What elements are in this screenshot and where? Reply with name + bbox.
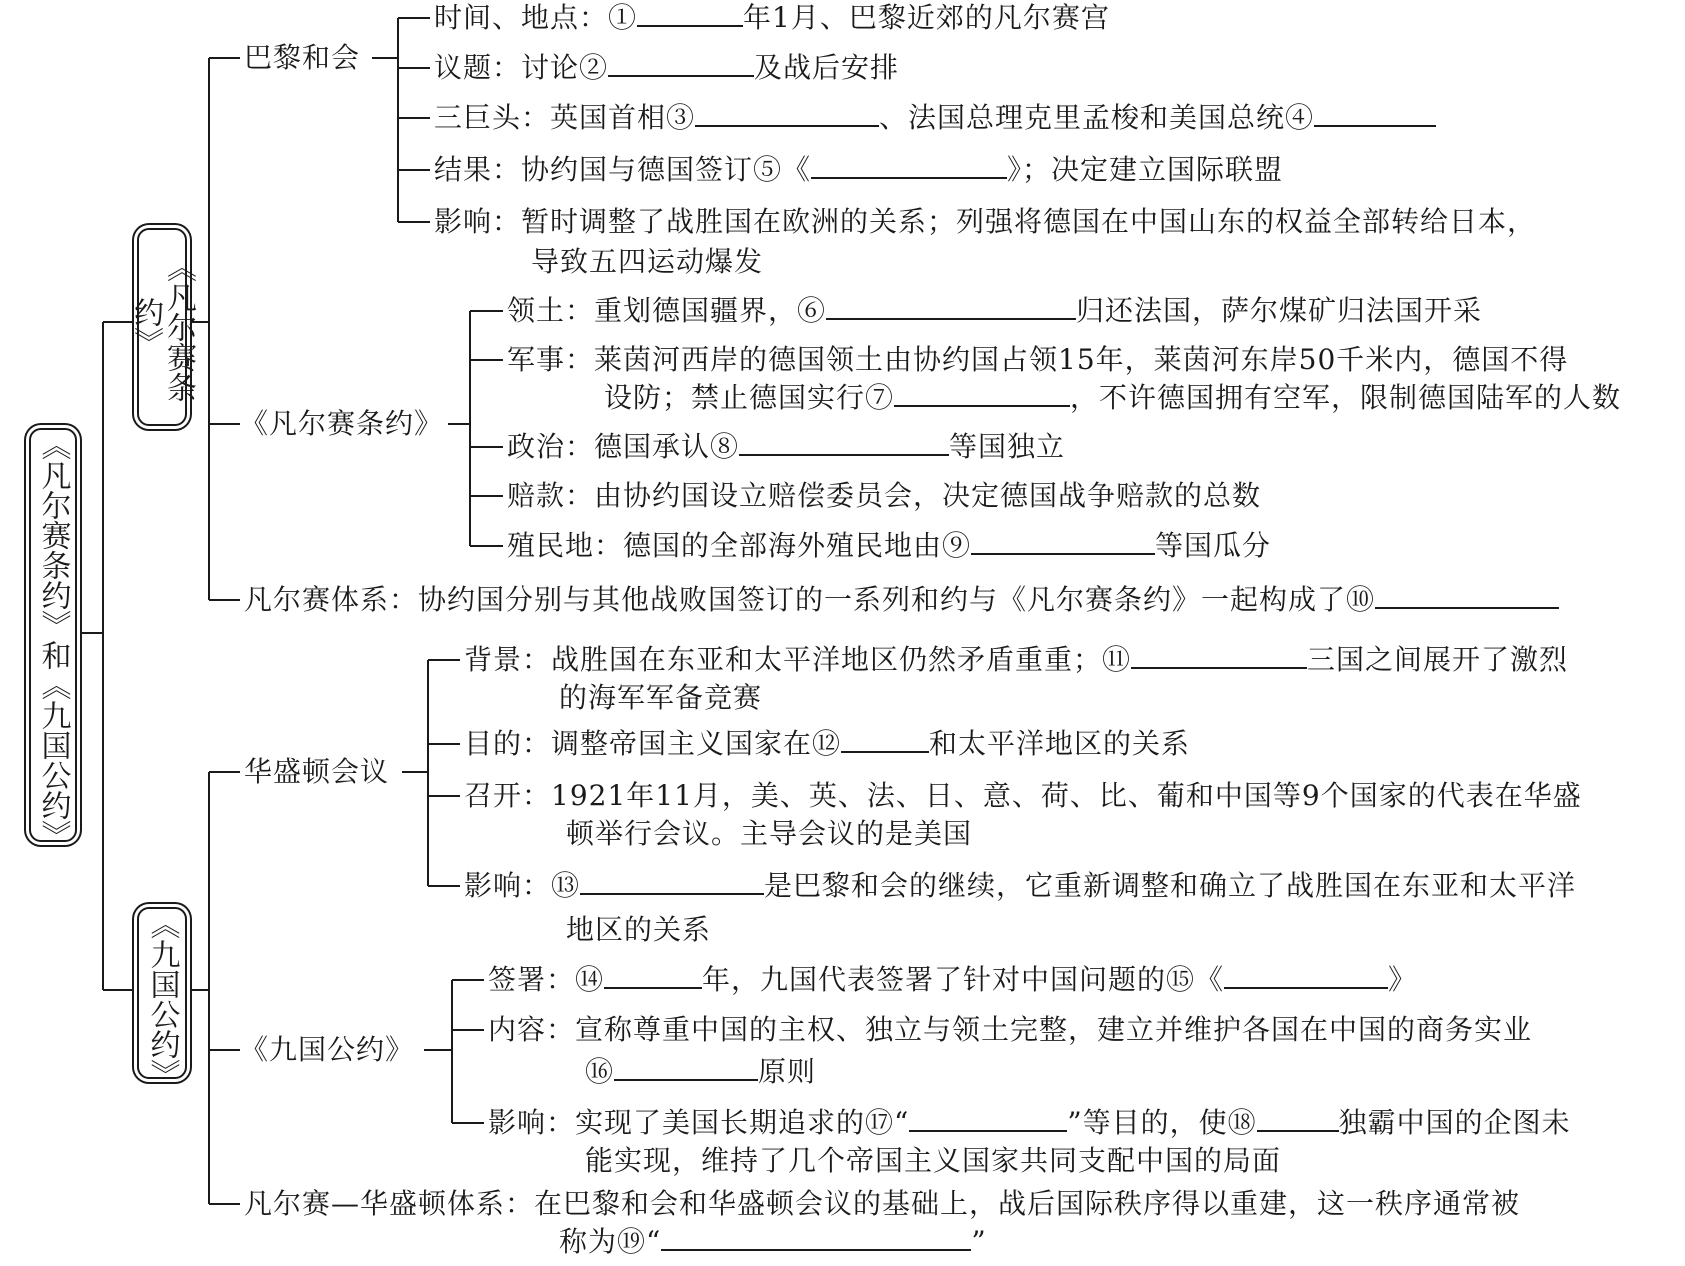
versailles-politics	[507, 429, 1065, 465]
washington-impact-2: 地区的关系	[566, 913, 712, 946]
versailles-system	[244, 582, 1559, 618]
versailles-military: 军事：莱茵河西岸的德国领土由协约国占领15年，莱茵河东岸50千米内，德国不得	[507, 343, 1569, 376]
section-ninepower: 《九国公约》	[137, 907, 187, 1079]
blank-13	[580, 869, 764, 895]
system-text: 凡尔赛体系：协约国分别与其他战败国签订的一系列和约与《凡尔赛条约》一起构成了⑩	[244, 583, 1376, 616]
blank-11	[1131, 643, 1307, 669]
colonies-text-2: 等国瓜分	[1155, 529, 1272, 562]
washington-purpose	[464, 726, 1190, 762]
washington-background	[464, 642, 1568, 678]
versailles-label: 《凡尔赛条约》	[240, 407, 444, 440]
versailles-colonies	[507, 528, 1271, 564]
blank-19	[661, 1225, 971, 1251]
blank-15	[1224, 963, 1388, 989]
ninepower-label: 《九国公约》	[240, 1033, 415, 1066]
result-text-2: 》；决定建立国际联盟	[1007, 153, 1284, 186]
politics-text: 政治：德国承认⑧	[507, 430, 740, 463]
blank-10	[1375, 583, 1559, 609]
blank-6	[826, 294, 1076, 320]
background-text-2: 三国之间展开了激烈	[1307, 643, 1569, 676]
sign-text: 签署：⑭	[488, 963, 605, 996]
vw-system: 凡尔赛—华盛顿体系：在巴黎和会和华盛顿会议的基础上，战后国际秩序得以重建，这一秩序通常被	[244, 1187, 1521, 1220]
ninepower-content-2	[585, 1054, 816, 1090]
paris-time	[434, 0, 1110, 36]
paris-impact: 影响：暂时调整了战胜国在欧洲的关系；列强将德国在中国山东的权益全部转给日本，	[434, 205, 1537, 238]
topic-text-2: 及战后安排	[754, 51, 900, 84]
paris-result	[434, 152, 1283, 188]
time-text: 时间、地点：①	[434, 1, 638, 34]
wimpact-text: 影响：⑬	[464, 869, 581, 902]
paris-big3	[434, 100, 1436, 136]
ninepower-content: 内容：宣称尊重中国的主权、独立与领土完整，建立并维护各国在中国的商务实业	[488, 1013, 1533, 1046]
ninepower-impact-2: 能实现，维持了几个帝国主义国家共同支配中国的局面	[585, 1144, 1282, 1177]
washington-impact	[464, 868, 1576, 904]
nimpact-text: 影响：实现了美国长期追求的⑰“	[488, 1106, 910, 1139]
sign-text-2: 年，九国代表签署了针对中国问题的⑮《	[702, 963, 1225, 996]
paris-label: 巴黎和会	[244, 41, 361, 74]
content-text: ⑯	[585, 1055, 615, 1088]
blank-18	[1257, 1106, 1339, 1132]
territory-text: 领土：重划德国疆界，⑥	[507, 294, 827, 327]
blank-3	[695, 101, 879, 127]
blank-2	[608, 51, 754, 77]
section-versailles: 《凡尔赛条约》	[137, 228, 187, 426]
blank-7	[894, 381, 1070, 407]
ninepower-impact	[488, 1105, 1571, 1141]
nimpact-text-2: ”等目的，使⑱	[1067, 1106, 1257, 1139]
nimpact-text-3: 独霸中国的企图未	[1338, 1106, 1571, 1139]
versailles-territory	[507, 293, 1482, 329]
vw-text: 称为⑲“	[559, 1225, 662, 1258]
time-text-2: 年1月、巴黎近郊的凡尔赛宫	[743, 1, 1110, 34]
blank-4	[1314, 101, 1436, 127]
blank-5	[811, 153, 1007, 179]
military-text: 设防；禁止德国实行⑦	[604, 381, 895, 414]
big3-text-2: 、法国总理克里孟梭和美国总统④	[879, 101, 1315, 134]
result-text: 结果：协约国与德国签订⑤《	[434, 153, 812, 186]
root-node: 《凡尔赛条约》和《九国公约》	[29, 428, 77, 842]
colonies-text: 殖民地：德国的全部海外殖民地由⑨	[507, 529, 972, 562]
vw-text-2: ”	[971, 1225, 987, 1258]
wimpact-text-2: 是巴黎和会的继续，它重新调整和确立了战胜国在东亚和太平洋	[764, 869, 1577, 902]
versailles-military-2	[604, 380, 1621, 416]
washington-background-2: 的海军军备竞赛	[559, 681, 763, 714]
purpose-text: 目的：调整帝国主义国家在⑫	[464, 727, 842, 760]
blank-17	[909, 1106, 1067, 1132]
blank-14	[604, 963, 702, 989]
washington-label: 华盛顿会议	[244, 755, 390, 788]
blank-1	[637, 1, 743, 27]
blank-16	[614, 1055, 758, 1081]
paris-impact-2: 导致五四运动爆发	[531, 245, 764, 278]
blank-12	[841, 727, 929, 753]
military-text-2: ，不许德国拥有空军，限制德国陆军的人数	[1070, 381, 1622, 414]
politics-text-2: 等国独立	[949, 430, 1066, 463]
background-text: 背景：战胜国在东亚和太平洋地区仍然矛盾重重；⑪	[464, 643, 1132, 676]
washington-convene: 召开：1921年11月，美、英、法、日、意、荷、比、葡和中国等9个国家的代表在华盛	[464, 779, 1582, 812]
washington-convene-2: 顿举行会议。主导会议的是美国	[566, 817, 973, 850]
sign-text-3: 》	[1388, 963, 1418, 996]
ninepower-sign	[488, 962, 1417, 998]
vw-system-2	[559, 1224, 987, 1260]
content-text-2: 原则	[758, 1055, 817, 1088]
blank-8	[739, 430, 949, 456]
territory-text-2: 归还法国，萨尔煤矿归法国开采	[1076, 294, 1483, 327]
purpose-text-2: 和太平洋地区的关系	[929, 727, 1191, 760]
paris-topic	[434, 50, 899, 86]
blank-9	[971, 529, 1155, 555]
big3-text: 三巨头：英国首相③	[434, 101, 696, 134]
topic-text: 议题：讨论②	[434, 51, 609, 84]
versailles-reparations: 赔款：由协约国设立赔偿委员会，决定德国战争赔款的总数	[507, 479, 1262, 512]
